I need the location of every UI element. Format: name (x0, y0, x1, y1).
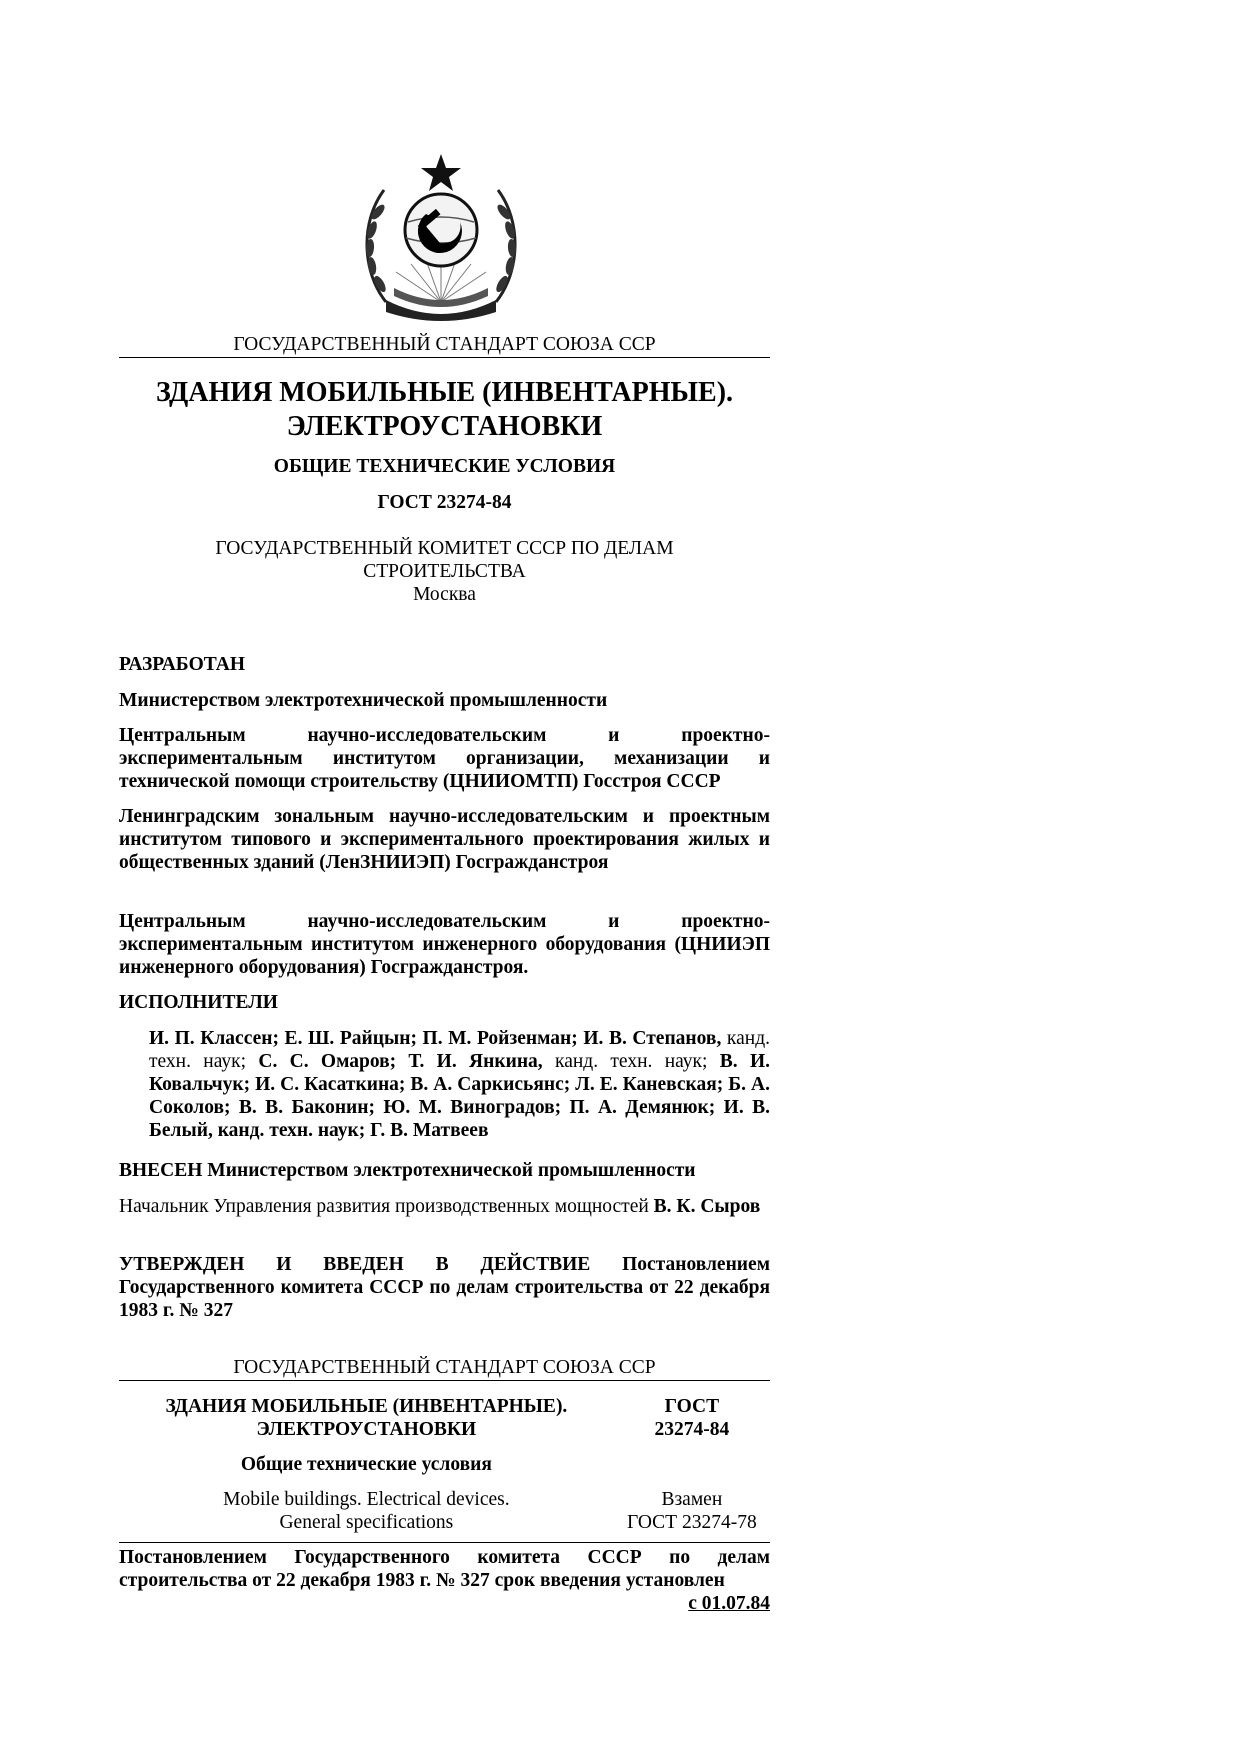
first-page-title-block (119, 1395, 770, 1534)
first-page-header-text: ГОСУДАРСТВЕННЫЙ СТАНДАРТ СОЮЗА ССР (233, 1357, 656, 1378)
first-page-title-line2: ЭЛЕКТРОУСТАНОВКИ (256, 1419, 477, 1440)
first-page-rule (119, 1542, 770, 1543)
english-line1: Mobile buildings. Electrical devices. (223, 1489, 510, 1510)
first-page-title-table (119, 1395, 770, 1534)
cover-gost-number: ГОСТ 23274-84 (377, 492, 512, 513)
chief-name: В. К. Сыров (653, 1196, 761, 1217)
developed-org-3: Ленинградским зональным научно-исследовательским и проектным институтом типового и экспериментального проектирования жилых и общественных зданий (ЛенЗНИИЭП) Госгражданстроя (119, 806, 770, 873)
performers-part-1: И. П. Классен; Е. Ш. Райцын; П. М. Ройзенман; И. В. Степанов, (149, 1028, 722, 1049)
chief-line (119, 1195, 770, 1218)
english-line2: General specifications (279, 1512, 454, 1533)
committee-line2: СТРОИТЕЛЬСТВА (363, 561, 526, 582)
first-page-date-text: с 01.07.84 (688, 1593, 770, 1614)
first-page-replaces (614, 1476, 770, 1534)
developed-org-2: Центральным научно-исследовательским и проектно-экспериментальным институтом организации, механизации и технической помощи строительству (ЦНИИОМТП) Госстроя СССР (119, 725, 770, 792)
ussr-emblem-image (356, 152, 526, 330)
approved-text: УТВЕРЖДЕН И ВВЕДЕН В ДЕЙСТВИЕ Постановлением Государственного комитета СССР по делам строительства от 22 декабря 1983 г. № 327 (119, 1254, 770, 1321)
first-page-date (119, 1592, 770, 1615)
first-page-english-title (119, 1476, 614, 1534)
cover-title (119, 376, 770, 444)
performers-part-3: В. И. Ковальчук; И. С. Касаткина; В. А. Саркисьянс; Л. Е. Каневская; Б. А. Соколов; В. В. Баконин; Ю. М. Виноградов; П. А. Демянюк; И. В. Белый, канд. техн. наук; Г. В. Матвеев (149, 1051, 771, 1141)
performers-degree-2: канд. техн. наук; (555, 1051, 708, 1072)
first-page-decree: Постановлением Государственного комитета СССР по делам строительства от 22 декабря 1983 г. № 327 срок введения установлен (119, 1547, 770, 1591)
cover-subtitle: ОБЩИЕ ТЕХНИЧЕСКИЕ УСЛОВИЯ (273, 456, 616, 477)
developed-org-4: Центральным научно-исследовательским и проектно-экспериментальным институтом инженерного оборудования (ЦНИИЭП инженерного оборудования) Госгражданстроя. (119, 911, 770, 978)
cover-title-line2: ЭЛЕКТРОУСТАНОВКИ (286, 411, 603, 442)
cover-header (119, 334, 770, 358)
replaces-line2: ГОСТ 23274-78 (627, 1512, 757, 1533)
performers-heading: ИСПОЛНИТЕЛИ (119, 992, 278, 1013)
chief-role: Начальник Управления развития производственных мощностей (119, 1196, 649, 1217)
performers-degree-1: канд. техн. наук; (149, 1028, 770, 1072)
developed-org-1: Министерством электротехнической промышленности (119, 690, 608, 711)
first-page-header (119, 1357, 770, 1381)
first-page-title-line1: ЗДАНИЯ МОБИЛЬНЫЕ (ИНВЕНТАРНЫЕ). (165, 1396, 568, 1417)
star-icon (421, 154, 461, 191)
replaces-line1: Взамен (661, 1489, 723, 1510)
cover-committee (119, 537, 770, 606)
cover-header-text: ГОСУДАРСТВЕННЫЙ СТАНДАРТ СОЮЗА ССР (233, 334, 656, 355)
first-page-gost-line1: ГОСТ (664, 1396, 720, 1417)
first-page-title (119, 1395, 614, 1441)
cover-title-line1: ЗДАНИЯ МОБИЛЬНЫЕ (ИНВЕНТАРНЫЕ). (155, 377, 734, 408)
first-page-subtitle: Общие технические условия (240, 1454, 492, 1475)
developed-heading: РАЗРАБОТАН (119, 654, 246, 675)
cover-city: Москва (413, 584, 476, 605)
committee-line1: ГОСУДАРСТВЕННЫЙ КОМИТЕТ СССР ПО ДЕЛАМ (215, 538, 674, 559)
first-page-gost-line2: 23274-84 (654, 1419, 730, 1440)
performers-part-2: С. С. Омаров; Т. И. Янкина, (258, 1051, 543, 1072)
first-page-gost (614, 1395, 770, 1441)
introduced-text: ВНЕСЕН Министерством электротехнической промышленности (119, 1160, 696, 1181)
performers-list (149, 1027, 770, 1142)
